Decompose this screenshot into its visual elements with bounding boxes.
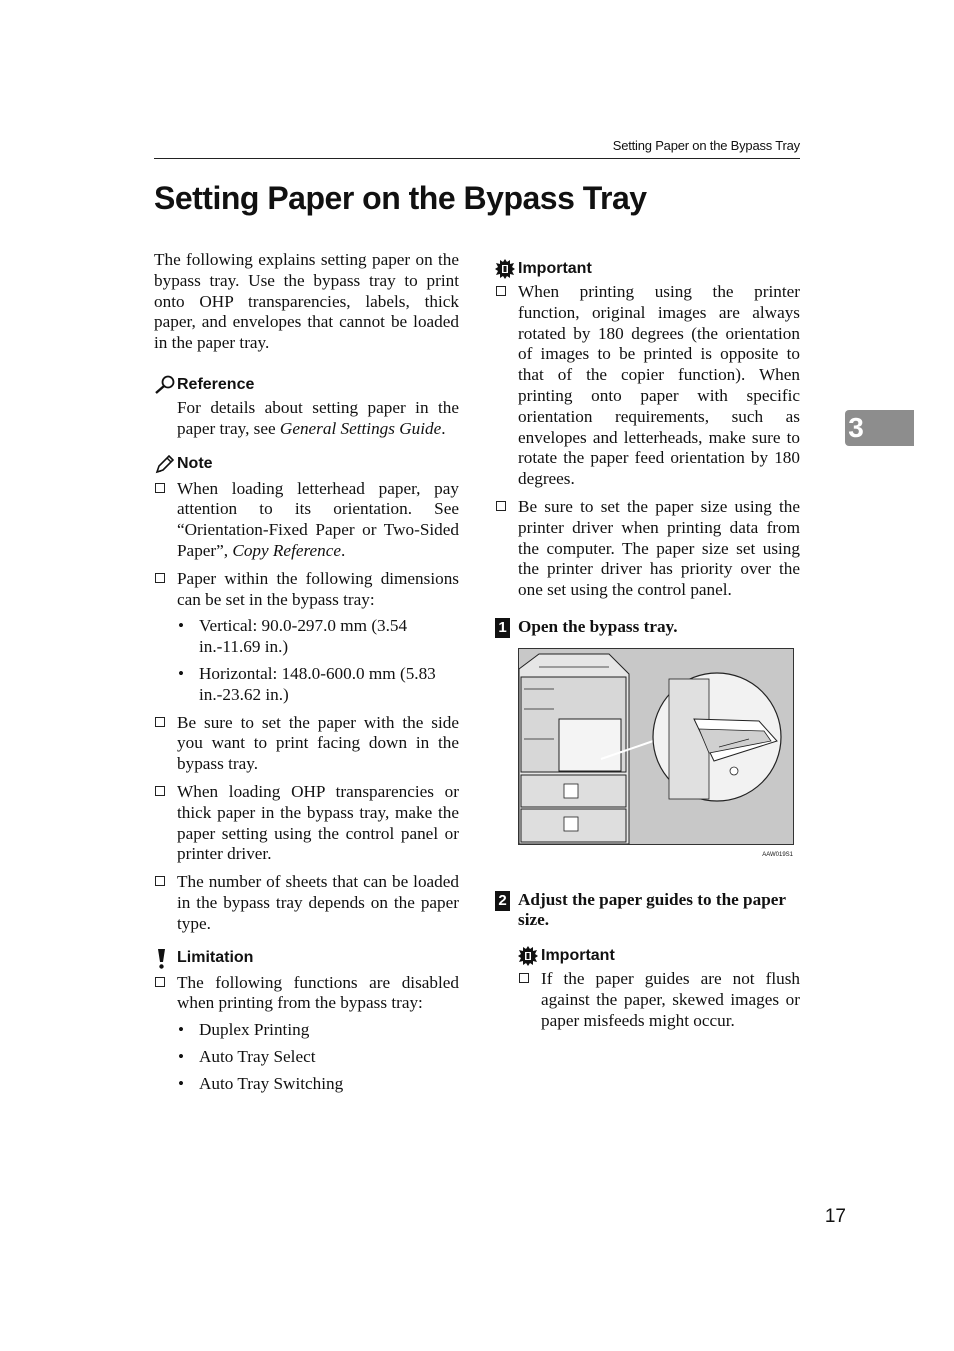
chapter-number: 3 xyxy=(848,412,864,443)
important-item-2-text: Be sure to set the paper size using the printer driver when printing data from the computer. The paper size set using the printer driver has priority over the one set using the control panel. xyxy=(518,496,800,600)
step-number-badge: 2 xyxy=(495,891,510,911)
pencil-icon xyxy=(154,455,176,475)
checkbox-icon xyxy=(496,286,506,296)
bullet-text: Auto Tray Switching xyxy=(199,1073,344,1093)
figure-code: AAW019S1 xyxy=(762,851,793,858)
important-2-item-1-text: If the paper guides are not flush against the paper, skewed images or paper misfeeds might occur. xyxy=(541,969,800,1030)
note-item-2 xyxy=(154,569,459,611)
bullet-text: Duplex Printing xyxy=(199,1020,310,1040)
bullet-text: Horizontal: 148.0-600.0 mm (5.83 in.-23.62 in.) xyxy=(199,663,436,704)
bullet-icon: • xyxy=(178,1020,185,1040)
step-number-badge: 1 xyxy=(495,618,510,638)
note-item-1-end: . xyxy=(341,540,346,560)
limitation-item xyxy=(154,973,459,1015)
bullet-text: Auto Tray Select xyxy=(199,1046,316,1066)
checkbox-icon xyxy=(155,573,165,583)
limitation-heading xyxy=(154,948,459,970)
checkbox-icon xyxy=(155,977,165,987)
checkbox-icon xyxy=(155,483,165,493)
note-item-5-text: The number of sheets that can be loaded in the bypass tray depends on the paper type. xyxy=(177,872,459,933)
list-item xyxy=(154,1020,459,1041)
bullet-text: Vertical: 90.0-297.0 mm (3.54 in.-11.69 in.) xyxy=(199,616,408,657)
important-2-item-1 xyxy=(518,969,800,1031)
note-heading xyxy=(154,454,459,476)
header-rule xyxy=(154,158,800,159)
bullet-icon: • xyxy=(178,1073,185,1093)
list-item xyxy=(154,1074,459,1095)
reference-text-start: For details about setting paper in the paper tray, see xyxy=(177,397,459,438)
page-number: 17 xyxy=(824,1206,846,1227)
important-item-1 xyxy=(495,282,800,490)
running-head: Setting Paper on the Bypass Tray xyxy=(612,138,800,153)
reference-text-end: . xyxy=(441,418,446,438)
important-heading-2 xyxy=(518,945,800,967)
important-item-2 xyxy=(495,497,800,601)
step-1-text: Open the bypass tray. xyxy=(518,616,678,636)
list-item xyxy=(154,616,459,658)
step-1 xyxy=(495,617,800,638)
checkbox-icon xyxy=(155,717,165,727)
limitation-heading-label: Limitation xyxy=(177,949,254,967)
step-2-text: Adjust the paper guides to the paper size. xyxy=(518,889,786,930)
note-item-5 xyxy=(154,872,459,934)
note-item-2-text: Paper within the following dimensions can be set in the bypass tray: xyxy=(177,568,459,609)
note-item-4 xyxy=(154,782,459,865)
bypass-tray-illustration xyxy=(518,648,794,845)
step-2 xyxy=(495,890,800,932)
chapter-tab xyxy=(845,410,914,446)
intro-paragraph: The following explains setting paper on the bypass tray. Use the bypass tray to print onto OHP transparencies, labels, thick paper, and envelopes that cannot be loaded in the paper tray. xyxy=(154,250,459,353)
exclamation-icon xyxy=(154,949,176,969)
important-heading xyxy=(495,258,800,280)
bullet-icon: • xyxy=(178,616,185,636)
reference-link-title: General Settings Guide xyxy=(279,418,442,438)
note-heading-label: Note xyxy=(177,455,213,473)
important-badge-icon xyxy=(518,946,540,966)
magnifier-icon xyxy=(154,375,176,395)
checkbox-icon xyxy=(155,786,165,796)
list-item xyxy=(154,664,459,706)
important-item-1-text: When printing using the printer function, original images are always rotated by 180 degrees (the orientation of images to be printed is opposite to that of the copier function). When printing onto paper with specific orientation requirements, such as envelopes and letterheads, make sure to rotate the paper feed orientation by 180 degrees. xyxy=(518,282,800,489)
note-item-1-reference: Copy Reference xyxy=(232,540,341,560)
list-item xyxy=(154,1047,459,1068)
bullet-icon: • xyxy=(178,1046,185,1066)
note-item-4-text: When loading OHP transparencies or thick paper in the bypass tray, make the paper setting using the control panel or printer driver. xyxy=(177,781,459,864)
right-column xyxy=(495,250,800,1032)
page-title: Setting Paper on the Bypass Tray xyxy=(154,180,647,216)
checkbox-icon xyxy=(519,973,529,983)
reference-text xyxy=(177,398,459,440)
important-heading-label: Important xyxy=(518,259,592,277)
note-item-3-text: Be sure to set the paper with the side you want to print facing down in the bypass tray. xyxy=(177,712,459,774)
checkbox-icon xyxy=(155,876,165,886)
note-item-1 xyxy=(154,479,459,562)
reference-heading-label: Reference xyxy=(177,375,255,393)
copier-drawing xyxy=(519,649,793,844)
note-item-1-text: When loading letterhead paper, pay attention to its orientation. See “Orientation-Fixed Paper or Two-Sided Paper”, xyxy=(177,478,459,560)
reference-heading xyxy=(154,374,459,396)
note-item-3 xyxy=(154,713,459,775)
limitation-text: The following functions are disabled when printing from the bypass tray: xyxy=(177,972,459,1013)
checkbox-icon xyxy=(496,501,506,511)
left-column xyxy=(154,250,459,1095)
important-badge-icon xyxy=(495,259,517,279)
important-heading-label: Important xyxy=(541,946,615,964)
bullet-icon: • xyxy=(178,663,185,683)
